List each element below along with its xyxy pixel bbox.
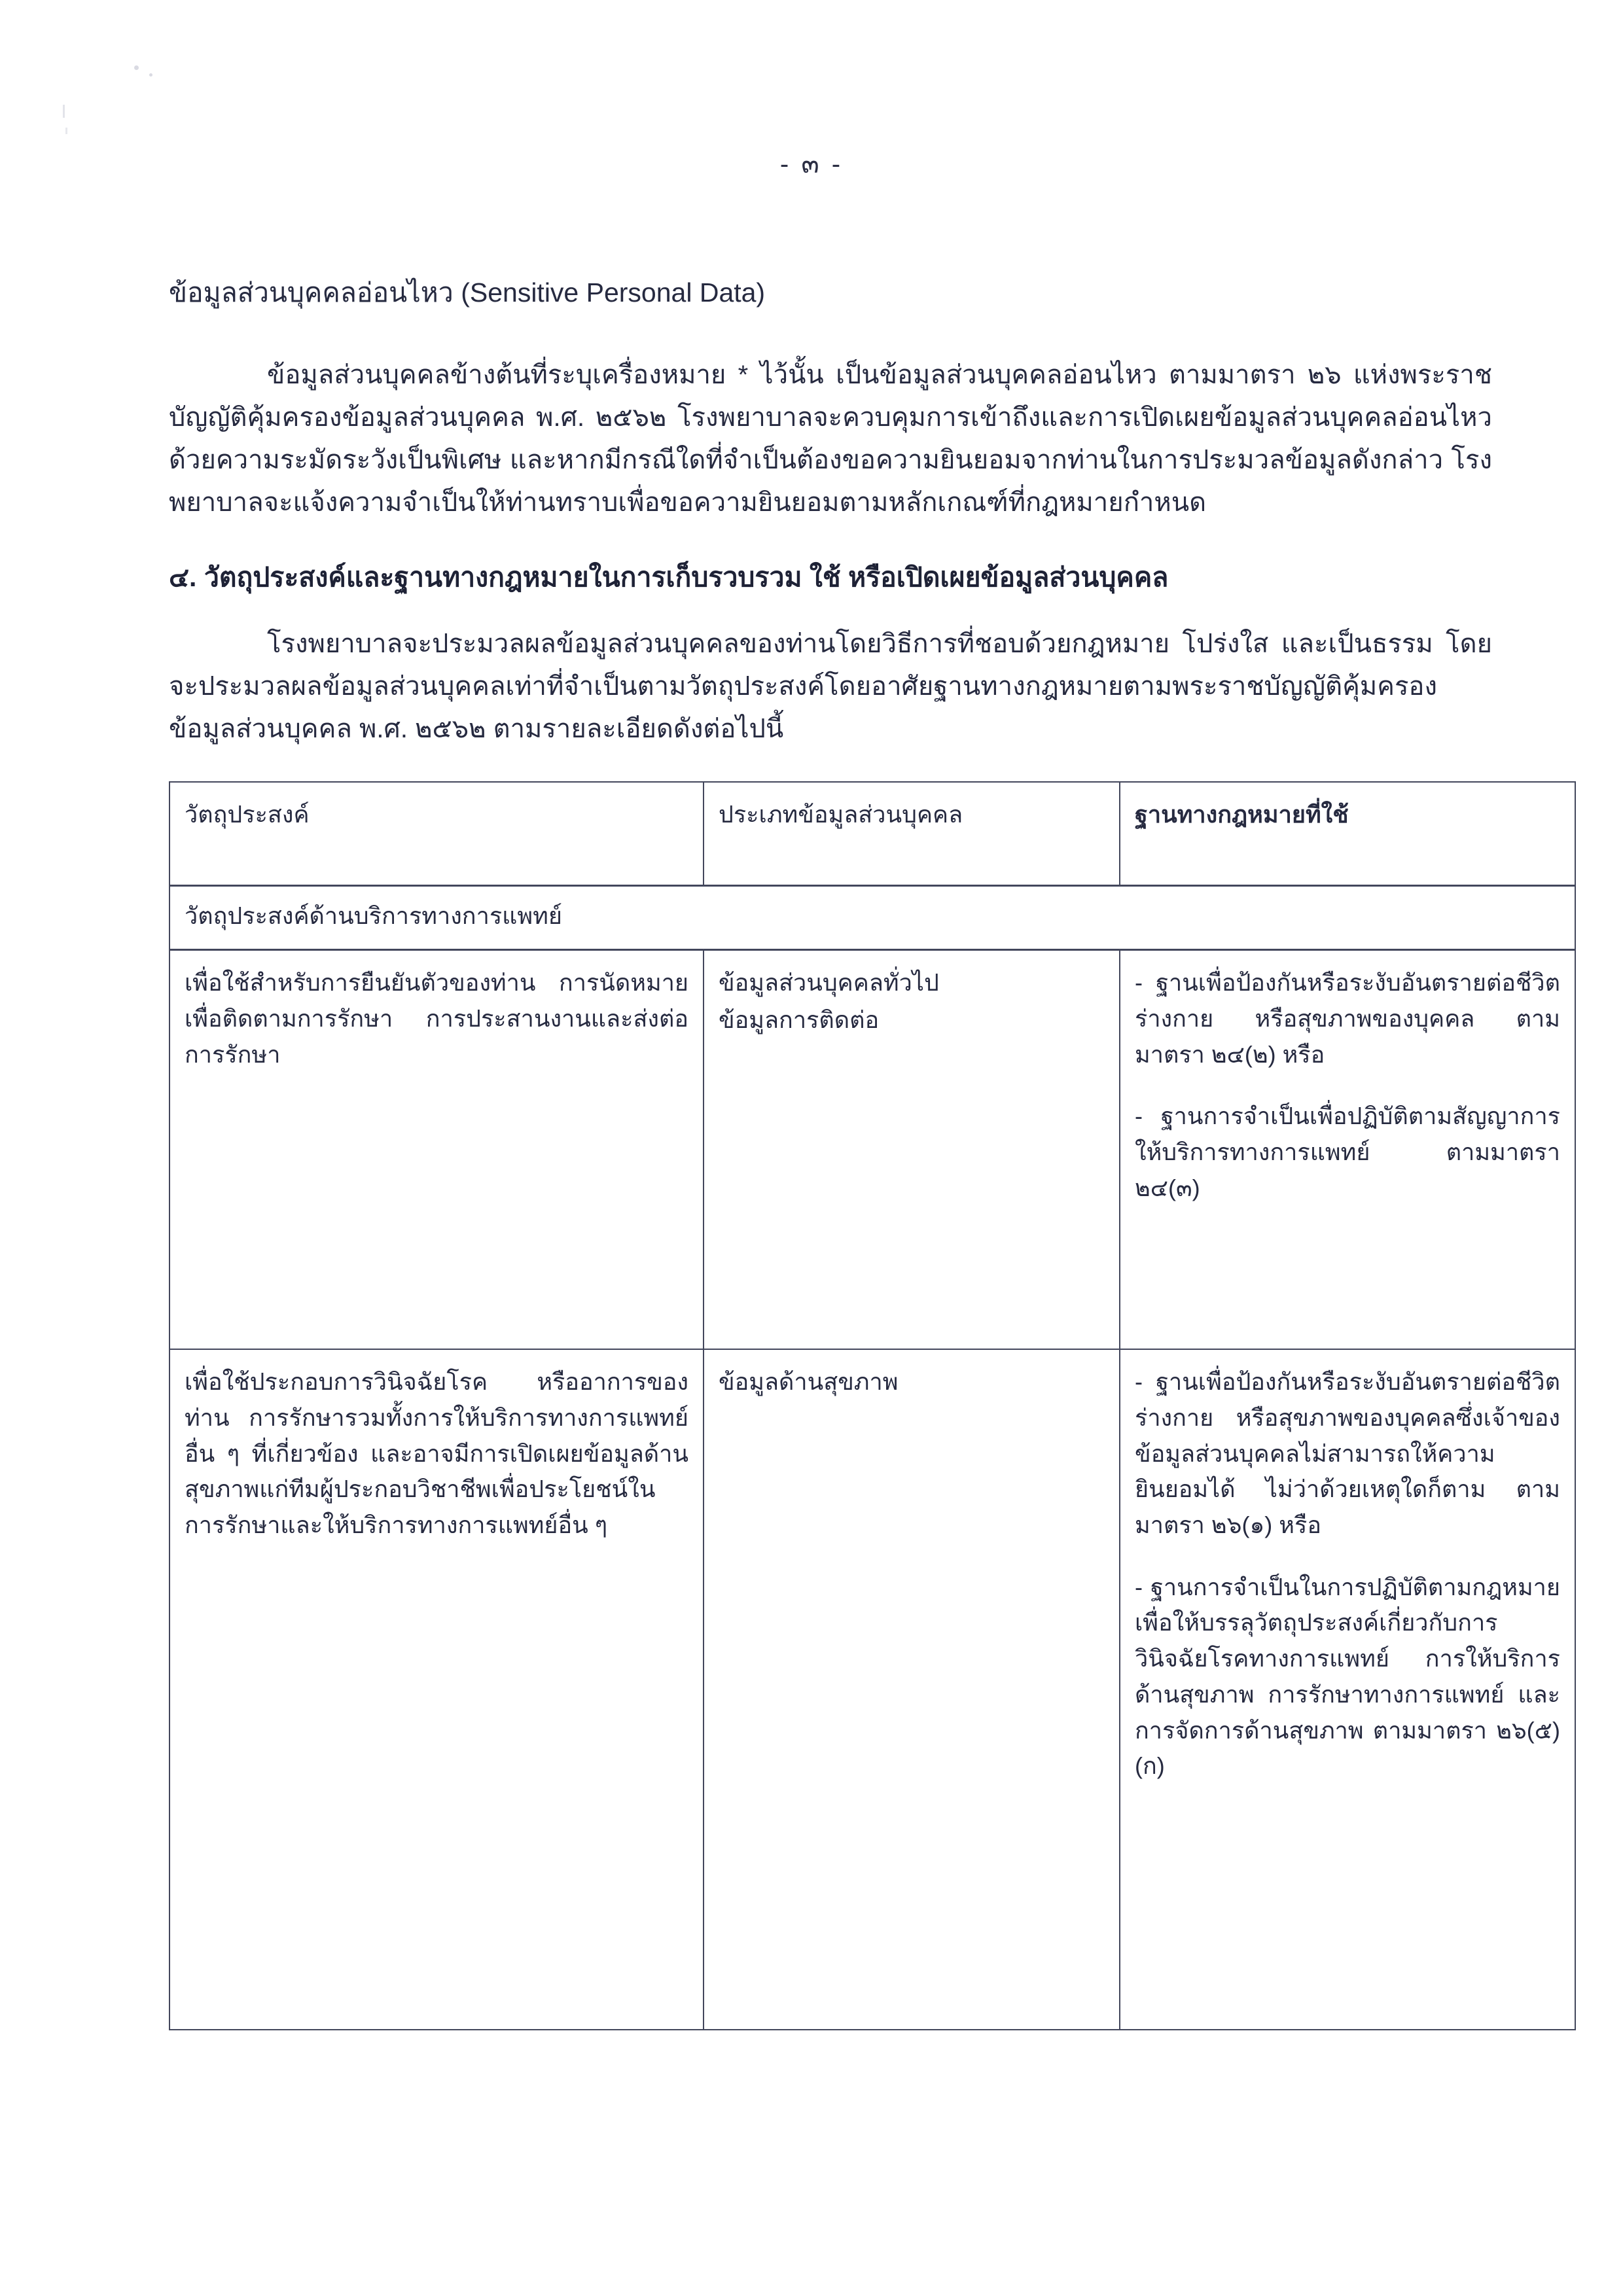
legal-basis-item: - ฐานเพื่อป้องกันหรือระงับอันตรายต่อชีวิต ร่างกาย หรือสุขภาพของบุคคลซึ่งเจ้าของข้อมูลส่วนบุคคลไม่สามารถให้ความยินยอมได้ ไม่ว่าด้วยเหตุใดก็ตาม ตามมาตรา ๒๖(๑) หรือ: [1135, 1368, 1560, 1538]
purpose-text: เพื่อใช้ประกอบการวินิจฉัยโรค หรืออาการของท่าน การรักษารวมทั้งการให้บริการทางการแพทย์อื่น ๆ ที่เกี่ยวข้อง และอาจมีการเปิดเผยข้อมูลด้านสุขภาพแก่ทีมผู้ประกอบวิชาชีพเพื่อประโยชน์ในการรักษาและให้บริการทางการแพทย์อื่น ๆ: [185, 1368, 688, 1538]
column-header-purpose: [169, 782, 704, 886]
table-header-row: [169, 782, 1575, 886]
column-header-legal-basis-label: ฐานทางกฎหมายที่ใช้: [1135, 801, 1349, 828]
column-header-data-type-label: ประเภทข้อมูลส่วนบุคคล: [719, 801, 963, 828]
table-group-row: [169, 886, 1575, 950]
purposes-section-heading: ๔. วัตถุประสงค์และฐานทางกฎหมายในการเก็บรวบรวม ใช้ หรือเปิดเผยข้อมูลส่วนบุคคล: [169, 561, 1169, 592]
data-type-item: ข้อมูลส่วนบุคคลทั่วไป: [719, 969, 939, 997]
table-group-label-cell: [169, 886, 1575, 950]
scan-streak-icon: [63, 105, 65, 118]
page-number: - ๓ -: [779, 150, 844, 179]
table-group-label: วัตถุประสงค์ด้านบริการทางการแพทย์: [185, 902, 562, 930]
page-content: [169, 275, 1560, 2030]
data-type-item: ข้อมูลการติดต่อ: [719, 1006, 880, 1033]
cell-purpose: [169, 950, 704, 1350]
purposes-intro-paragraph: โรงพยาบาลจะประมวลผลข้อมูลส่วนบุคคลของท่านโดยวิธีการที่ชอบด้วยกฎหมาย โปร่งใส และเป็นธรรม โดยจะประมวลผลข้อมูลส่วนบุคคลเท่าที่จำเป็นตามวัตถุประสงค์โดยอาศัยฐานทางกฎหมายตามพระราชบัญญัติคุ้มครองข้อมูลส่วนบุคคล พ.ศ. ๒๕๖๒ ตามรายละเอียดดังต่อไปนี้: [169, 629, 1492, 743]
cell-legal-basis: [1120, 1349, 1575, 2030]
column-header-data-type: [704, 782, 1120, 886]
scan-streak-icon: [65, 128, 67, 134]
sensitive-data-heading: ข้อมูลส่วนบุคคลอ่อนไหว (Sensitive Personal Data): [169, 277, 766, 308]
purposes-table: [169, 781, 1576, 2030]
table-row: [169, 950, 1575, 1350]
scan-speckle-icon: [149, 73, 152, 77]
sensitive-data-paragraph: ข้อมูลส่วนบุคคลข้างต้นที่ระบุเครื่องหมาย * ไว้นั้น เป็นข้อมูลส่วนบุคคลอ่อนไหว ตามมาตรา ๒๖ แห่งพระราชบัญญัติคุ้มครองข้อมูลส่วนบุคคล พ.ศ. ๒๕๖๒ โรงพยาบาลจะควบคุมการเข้าถึงและการเปิดเผยข้อมูลส่วนบุคคลอ่อนไหวด้วยความระมัดระวังเป็นพิเศษ และหากมีกรณีใดที่จำเป็นต้องขอความยินยอมจากท่านในการประมวลข้อมูลดังกล่าว โรงพยาบาลจะแจ้งความจำเป็นให้ท่านทราบเพื่อขอความยินยอมตามหลักเกณฑ์ที่กฎหมายกำหนด: [169, 361, 1492, 517]
data-type-item: ข้อมูลด้านสุขภาพ: [719, 1368, 899, 1396]
legal-basis-item: - ฐานการจำเป็นเพื่อปฏิบัติตามสัญญาการให้บริการทางการแพทย์ ตามมาตรา ๒๔(๓): [1135, 1103, 1560, 1201]
cell-data-type: [704, 1349, 1120, 2030]
purpose-text: เพื่อใช้สำหรับการยืนยันตัวของท่าน การนัดหมายเพื่อติดตามการรักษา การประสานงานและส่งต่อการรักษา: [185, 969, 688, 1068]
scan-speckle-icon: [134, 65, 139, 70]
legal-basis-item: - ฐานการจำเป็นในการปฏิบัติตามกฎหมายเพื่อให้บรรลุวัตถุประสงค์เกี่ยวกับการวินิจฉัยโรคทางการแพทย์ การให้บริการด้านสุขภาพ การรักษาทางการแพทย์ และการจัดการด้านสุขภาพ ตามมาตรา ๒๖(๕)(ก): [1135, 1573, 1560, 1780]
legal-basis-item: - ฐานเพื่อป้องกันหรือระงับอันตรายต่อชีวิต ร่างกาย หรือสุขภาพของบุคคล ตามมาตรา ๒๔(๒) หรือ: [1135, 969, 1560, 1068]
cell-legal-basis: [1120, 950, 1575, 1350]
cell-purpose: [169, 1349, 704, 2030]
cell-data-type: [704, 950, 1120, 1350]
table-row: [169, 1349, 1575, 2030]
column-header-legal-basis: [1120, 782, 1575, 886]
column-header-purpose-label: วัตถุประสงค์: [185, 801, 310, 828]
